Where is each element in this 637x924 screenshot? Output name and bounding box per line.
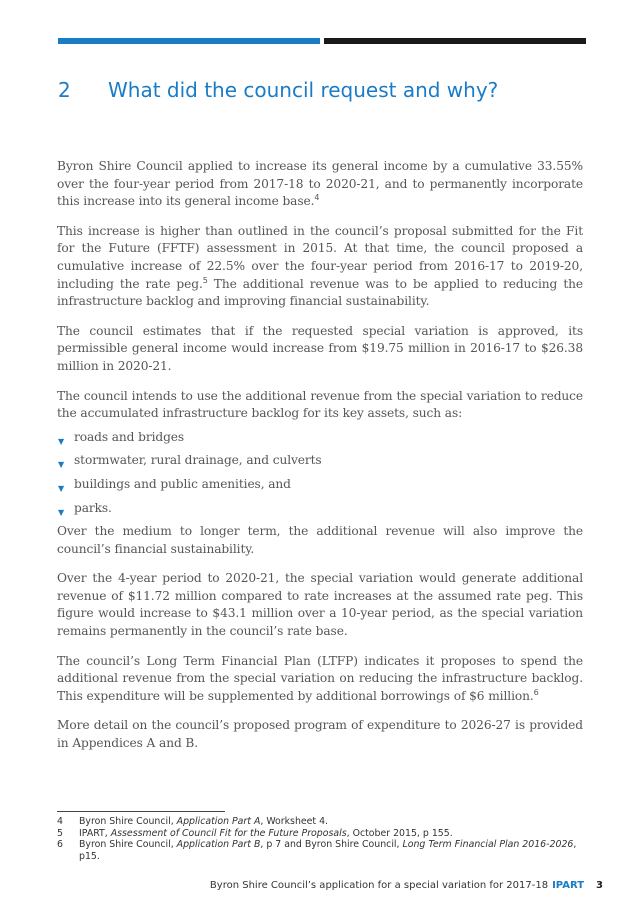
list-item-text: buildings and public amenities, and [74, 476, 291, 491]
footnote-part: , Worksheet 4. [260, 816, 329, 827]
triangle-bullet-icon: ▼ [58, 483, 65, 493]
footnote-text [79, 828, 587, 840]
page-footer [210, 880, 603, 891]
paragraph-1-text: Byron Shire Council applied to increase its general income by a cumulative 33.55% over the four-year period from 2017-18 to 2020-21, and to permanently incorporate this increase into its general income base. [57, 159, 583, 209]
footnote-5 [57, 828, 587, 840]
list-item-text: roads and bridges [74, 429, 185, 444]
footnote-part: , October 2015, p 155. [346, 827, 453, 839]
footnote-6 [57, 839, 587, 862]
list-item-text: parks. [74, 500, 112, 515]
paragraph-3: The council estimates that if the requested special variation is approved, its permissible general income would increase from $19.75 million in 2016-17 to $26.38 million in 2020-21. [57, 323, 583, 373]
footnote-part: Byron Shire Council, [79, 816, 177, 827]
footnote-ref-5[interactable]: 5 [202, 275, 208, 285]
section-title: What did the council request and why? [108, 78, 499, 102]
paragraph-4: The council intends to use the additional revenue from the special variation to reduce the accumulated infrastructure backlog for its key assets, such as: [57, 388, 583, 421]
paragraph-7-text: The council’s Long Term Financial Plan (LTFP) indicates it proposes to spend the additional revenue from the special variation on reducing the infrastructure backlog. This expenditure will be supplemented by additional borrowings of $6 million. [57, 653, 583, 703]
footnotes [57, 816, 587, 862]
triangle-bullet-icon: ▼ [58, 436, 65, 446]
footnote-part: Byron Shire Council, [79, 839, 177, 851]
footnote-title: Assessment of Council Fit for the Future Proposals [110, 827, 347, 839]
section-number: 2 [58, 78, 71, 102]
paragraph-2 [57, 223, 583, 311]
footnote-text [79, 839, 587, 862]
triangle-bullet-icon: ▼ [58, 460, 65, 470]
paragraph-6: Over the 4-year period to 2020-21, the special variation would generate additional revenue of $11.72 million compared to rate increases at the assumed rate peg. This figure would increase to $43.1 million over a 10-year period, as the special variation remains permanently in the council’s rate base. [57, 571, 583, 639]
header-rule-blue [58, 38, 320, 44]
footnote-text [79, 816, 587, 828]
header-rule [58, 38, 586, 44]
footnote-ref-4[interactable]: 4 [314, 193, 320, 203]
footnote-number: 5 [57, 827, 63, 839]
paragraph-5: Over the medium to longer term, the additional revenue will also improve the council’s financial sustainability. [57, 524, 583, 556]
paragraph-1 [57, 158, 583, 211]
footer-brand: IPART [552, 880, 585, 891]
footnote-part: IPART, [79, 827, 111, 839]
list-item [57, 452, 583, 470]
footnote-title: Application Part A [176, 816, 261, 827]
body-text [57, 158, 583, 765]
footnote-title: Application Part B [176, 839, 261, 851]
list-item [57, 500, 583, 518]
paragraph-2-text-a: This increase is higher than outlined in the council’s proposal submitted for the Fit for the Future (FFTF) assessment in 2015. At that time, the council proposed a cumulative increase of 22.5% over the four-year period from 2016-17 to 2019-20, including the rate peg. [57, 223, 583, 291]
paragraph-2-text-b: The additional revenue was to be applied to reducing the infrastructure backlog and improving financial sustainability. [57, 276, 583, 309]
paragraph-7 [57, 653, 583, 706]
footnote-number: 4 [57, 816, 63, 827]
paragraph-8: More detail on the council’s proposed program of expenditure to 2026-27 is provided in Appendices A and B. [57, 718, 583, 751]
list-item [57, 476, 583, 494]
footnote-ref-6[interactable]: 6 [533, 687, 539, 697]
footnote-divider [57, 811, 225, 812]
footnote-4 [57, 816, 587, 828]
section-heading [58, 78, 588, 102]
footnote-part: , p15. [79, 839, 577, 862]
header-rule-black [324, 38, 586, 44]
footnote-part: , p 7 and Byron Shire Council, [260, 839, 403, 851]
triangle-bullet-icon: ▼ [58, 507, 65, 517]
list-item [57, 429, 583, 447]
list-item-text: stormwater, rural drainage, and culverts [74, 453, 322, 468]
asset-list [57, 429, 583, 517]
footer-text: Byron Shire Council’s application for a special variation for 2017-18 [209, 880, 549, 891]
footnote-title: Long Term Financial Plan 2016-2026 [402, 839, 574, 851]
footnote-number: 6 [57, 839, 63, 851]
page-number: 3 [596, 880, 603, 891]
